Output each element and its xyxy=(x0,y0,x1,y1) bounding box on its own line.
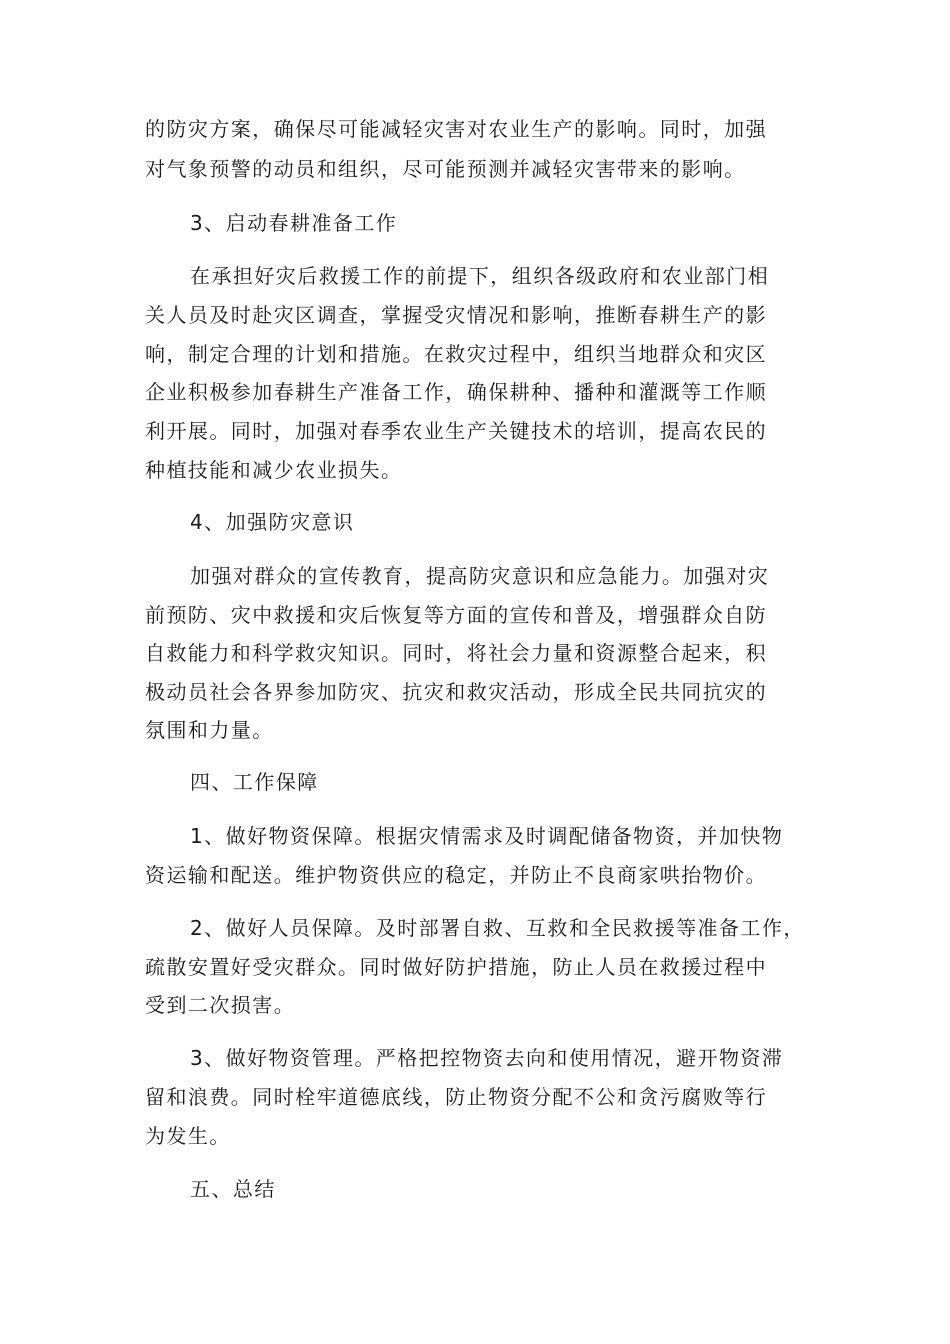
subheading: 3、启动春耕准备工作 xyxy=(190,211,398,235)
paragraph-line: 资运输和配送。维护物资供应的稳定，并防止不良商家哄抬物价。 xyxy=(145,863,768,887)
paragraph-line: 留和浪费。同时栓牢道德底线，防止物资分配不公和贪污腐败等行 xyxy=(145,1085,768,1109)
section-title: 四、工作保障 xyxy=(190,770,319,794)
paragraph-line: 响，制定合理的计划和措施。在救灾过程中，组织当地群众和灾区 xyxy=(145,342,768,366)
paragraph-line: 加强对群众的宣传教育，提高防灾意识和应急能力。加强对灾 xyxy=(190,564,770,588)
paragraph-line: 2、做好人员保障。及时部署自救、互救和全民救援等准备工作， xyxy=(190,916,805,940)
paragraph-line: 氛围和力量。 xyxy=(145,718,274,742)
paragraph-line: 对气象预警的动员和组织，尽可能预测并减轻灾害带来的影响。 xyxy=(145,157,746,181)
paragraph-line: 种植技能和减少农业损失。 xyxy=(145,458,403,482)
paragraph-line: 利开展。同时，加强对春季农业生产关键技术的培训，提高农民的 xyxy=(145,419,768,443)
paragraph-line: 1、做好物资保障。根据灾情需求及时调配储备物资，并加快物 xyxy=(190,824,784,848)
paragraph-line: 受到二次损害。 xyxy=(145,993,296,1017)
paragraph-line: 疏散安置好受灾群众。同时做好防护措施，防止人员在救援过程中 xyxy=(145,955,768,979)
paragraph-line: 的防灾方案，确保尽可能减轻灾害对农业生产的影响。同时，加强 xyxy=(145,117,768,141)
subheading: 4、加强防灾意识 xyxy=(190,510,355,534)
paragraph-line: 为发生。 xyxy=(145,1124,231,1148)
paragraph-line: 3、做好物资管理。严格把控物资去向和使用情况，避开物资滞 xyxy=(190,1046,784,1070)
paragraph-line: 自救能力和科学救灾知识。同时，将社会力量和资源整合起来，积 xyxy=(145,641,768,665)
paragraph-line: 企业积极参加春耕生产准备工作，确保耕种、播种和灌溉等工作顺 xyxy=(145,380,768,404)
paragraph-line: 极动员社会各界参加防灾、抗灾和救灾活动，形成全民共同抗灾的 xyxy=(145,680,768,704)
paragraph-line: 关人员及时赴灾区调查，掌握受灾情况和影响，推断春耕生产的影 xyxy=(145,303,768,327)
section-title: 五、总结 xyxy=(190,1177,276,1201)
paragraph-line: 前预防、灾中救援和灾后恢复等方面的宣传和普及，增强群众自防 xyxy=(145,603,768,627)
paragraph-line: 在承担好灾后救援工作的前提下，组织各级政府和农业部门相 xyxy=(190,264,770,288)
